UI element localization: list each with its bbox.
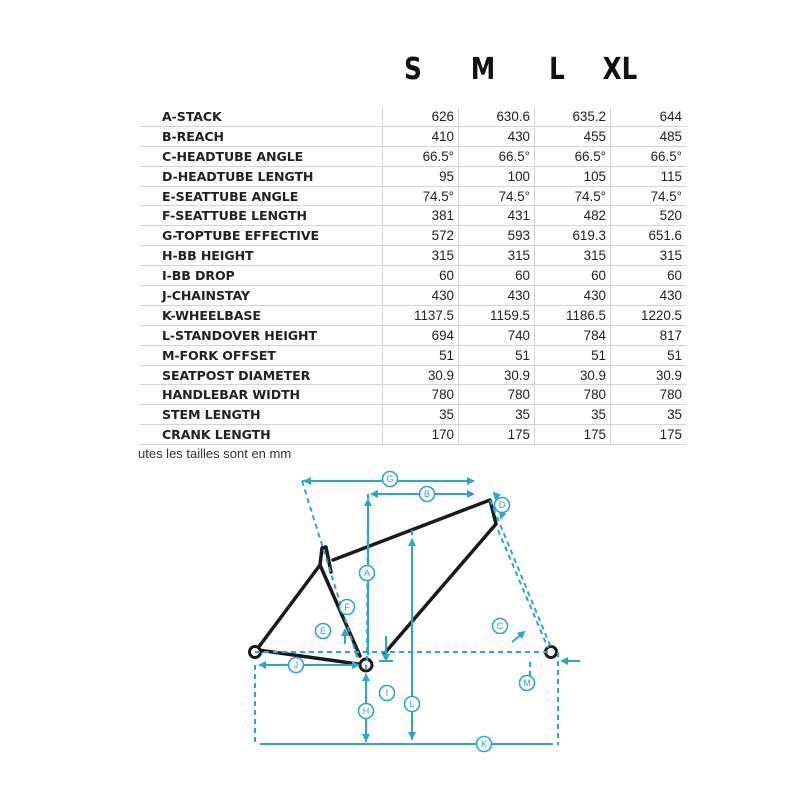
row-label: L-STANDOVER HEIGHT [140,325,383,345]
row-value-m: 593 [459,226,535,246]
label-g: G [386,474,394,484]
row-value-l: 635.2 [535,107,611,126]
row-value-l: 175 [535,425,611,445]
row-value-m: 175 [459,425,535,445]
size-header-l: L [549,52,565,87]
row-value-xl: 30.9 [611,365,687,385]
row-value-m: 630.6 [459,107,535,126]
row-label: H-BB HEIGHT [140,246,383,266]
row-value-m: 35 [459,405,535,425]
row-label: SEATPOST DIAMETER [140,365,383,385]
row-value-l: 482 [535,206,611,226]
row-value-s: 315 [383,246,459,266]
label-k: K [480,739,488,749]
row-value-xl: 66.5° [611,146,687,166]
label-f: F [344,602,350,612]
row-value-l: 784 [535,325,611,345]
row-value-l: 105 [535,166,611,186]
row-value-m: 430 [459,286,535,306]
label-a: A [363,568,371,578]
row-label: K-WHEELBASE [140,305,383,325]
row-value-xl: 315 [611,246,687,266]
row-value-xl: 74.5° [611,186,687,206]
row-value-s: 95 [383,166,459,186]
row-value-xl: 115 [611,166,687,186]
label-m: M [523,678,531,688]
row-value-m: 66.5° [459,146,535,166]
row-value-l: 51 [535,345,611,365]
row-label: STEM LENGTH [140,405,383,425]
row-value-l: 60 [535,266,611,286]
row-value-xl: 175 [611,425,687,445]
bike-frame [258,500,496,664]
row-label: A-STACK [140,107,383,126]
row-label: G-TOPTUBE EFFECTIVE [140,226,383,246]
label-b: B [423,489,431,499]
row-label: I-BB DROP [140,266,383,286]
row-value-s: 30.9 [383,365,459,385]
row-value-s: 410 [383,126,459,146]
row-value-s: 626 [383,107,459,126]
size-header-s: S [404,52,422,87]
row-value-l: 35 [535,405,611,425]
row-label: F-SEATTUBE LENGTH [140,206,383,226]
row-value-xl: 485 [611,126,687,146]
label-j: J [293,660,299,670]
row-value-m: 60 [459,266,535,286]
row-value-m: 100 [459,166,535,186]
label-c: C [496,621,504,631]
row-value-s: 572 [383,226,459,246]
row-value-xl: 520 [611,206,687,226]
row-label: J-CHAINSTAY [140,286,383,306]
row-value-s: 35 [383,405,459,425]
row-value-m: 431 [459,206,535,226]
size-header-m: M [470,52,496,87]
row-label: M-FORK OFFSET [140,345,383,365]
row-value-s: 51 [383,345,459,365]
size-header-xl: XL [602,52,638,87]
row-value-m: 1159.5 [459,305,535,325]
row-value-xl: 780 [611,385,687,405]
row-value-xl: 60 [611,266,687,286]
row-value-l: 30.9 [535,365,611,385]
row-value-l: 74.5° [535,186,611,206]
row-value-l: 430 [535,286,611,306]
row-label: E-SEATTUBE ANGLE [140,186,383,206]
row-value-s: 66.5° [383,146,459,166]
row-value-xl: 1220.5 [611,305,687,325]
row-label: CRANK LENGTH [140,425,383,445]
row-label: B-REACH [140,126,383,146]
label-d: D [498,500,506,510]
row-value-s: 1137.5 [383,305,459,325]
row-label: C-HEADTUBE ANGLE [140,146,383,166]
label-h: H [362,706,370,716]
label-e: E [319,626,327,636]
row-value-s: 60 [383,266,459,286]
row-value-s: 430 [383,286,459,306]
row-value-l: 455 [535,126,611,146]
row-value-m: 315 [459,246,535,266]
row-value-s: 74.5° [383,186,459,206]
row-value-l: 1186.5 [535,305,611,325]
row-value-xl: 651.6 [611,226,687,246]
row-value-m: 740 [459,325,535,345]
row-value-m: 780 [459,385,535,405]
row-value-xl: 51 [611,345,687,365]
row-value-m: 74.5° [459,186,535,206]
row-value-l: 66.5° [535,146,611,166]
row-value-l: 780 [535,385,611,405]
row-value-s: 170 [383,425,459,445]
row-value-s: 694 [383,325,459,345]
row-value-xl: 430 [611,286,687,306]
row-value-xl: 817 [611,325,687,345]
row-value-l: 619.3 [535,226,611,246]
row-value-l: 315 [535,246,611,266]
row-label: D-HEADTUBE LENGTH [140,166,383,186]
row-value-xl: 644 [611,107,687,126]
row-value-xl: 35 [611,405,687,425]
row-value-s: 780 [383,385,459,405]
label-l: L [409,699,415,709]
row-value-m: 51 [459,345,535,365]
row-value-s: 381 [383,206,459,226]
row-value-m: 30.9 [459,365,535,385]
units-note: utes les tailles sont en mm [138,446,292,461]
row-value-m: 430 [459,126,535,146]
label-i: I [385,688,389,698]
row-label: HANDLEBAR WIDTH [140,385,383,405]
